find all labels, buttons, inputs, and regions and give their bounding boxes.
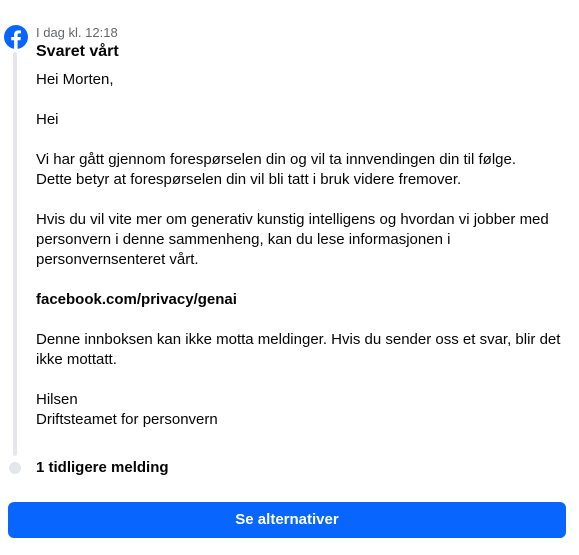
message-title: Svaret vårt <box>36 43 119 60</box>
message-greeting: Hei Morten, <box>36 71 114 88</box>
message-paragraph-2: Hvis du vil vite mer om generativ kunstig intelligens og hvordan vi jobber med personvern i denne sammenheng, kan du lese informasjonen i personvernsenteret vårt. <box>36 211 549 268</box>
earlier-messages-link[interactable]: 1 tidligere melding <box>36 459 169 476</box>
message-signature-block <box>36 390 571 430</box>
privacy-link[interactable]: facebook.com/privacy/genai <box>36 291 237 308</box>
message-hello: Hei <box>36 111 59 128</box>
message-paragraph-1 <box>36 150 571 190</box>
message-paragraph-1-line-1: Vi har gått gjennom forespørselen din og vil ta innvendingen din til følge. <box>36 151 517 168</box>
thread-timeline-dot <box>9 462 21 474</box>
message-signoff: Hilsen <box>36 391 78 408</box>
message-signature: Driftsteamet for personvern <box>36 411 218 428</box>
message-timestamp: I dag kl. 12:18 <box>36 25 118 40</box>
thread-timeline-line <box>13 52 17 456</box>
message-paragraph-3: Denne innboksen kan ikke motta meldinger. Hvis du sender oss et svar, blir det ikke mottatt. <box>36 331 561 368</box>
message-paragraph-1-line-2: Dette betyr at forespørselen din vil bli tatt i bruk videre fremover. <box>36 171 462 188</box>
message-body <box>36 70 571 450</box>
see-options-button[interactable]: Se alternativer <box>8 502 566 538</box>
facebook-icon <box>4 25 28 49</box>
